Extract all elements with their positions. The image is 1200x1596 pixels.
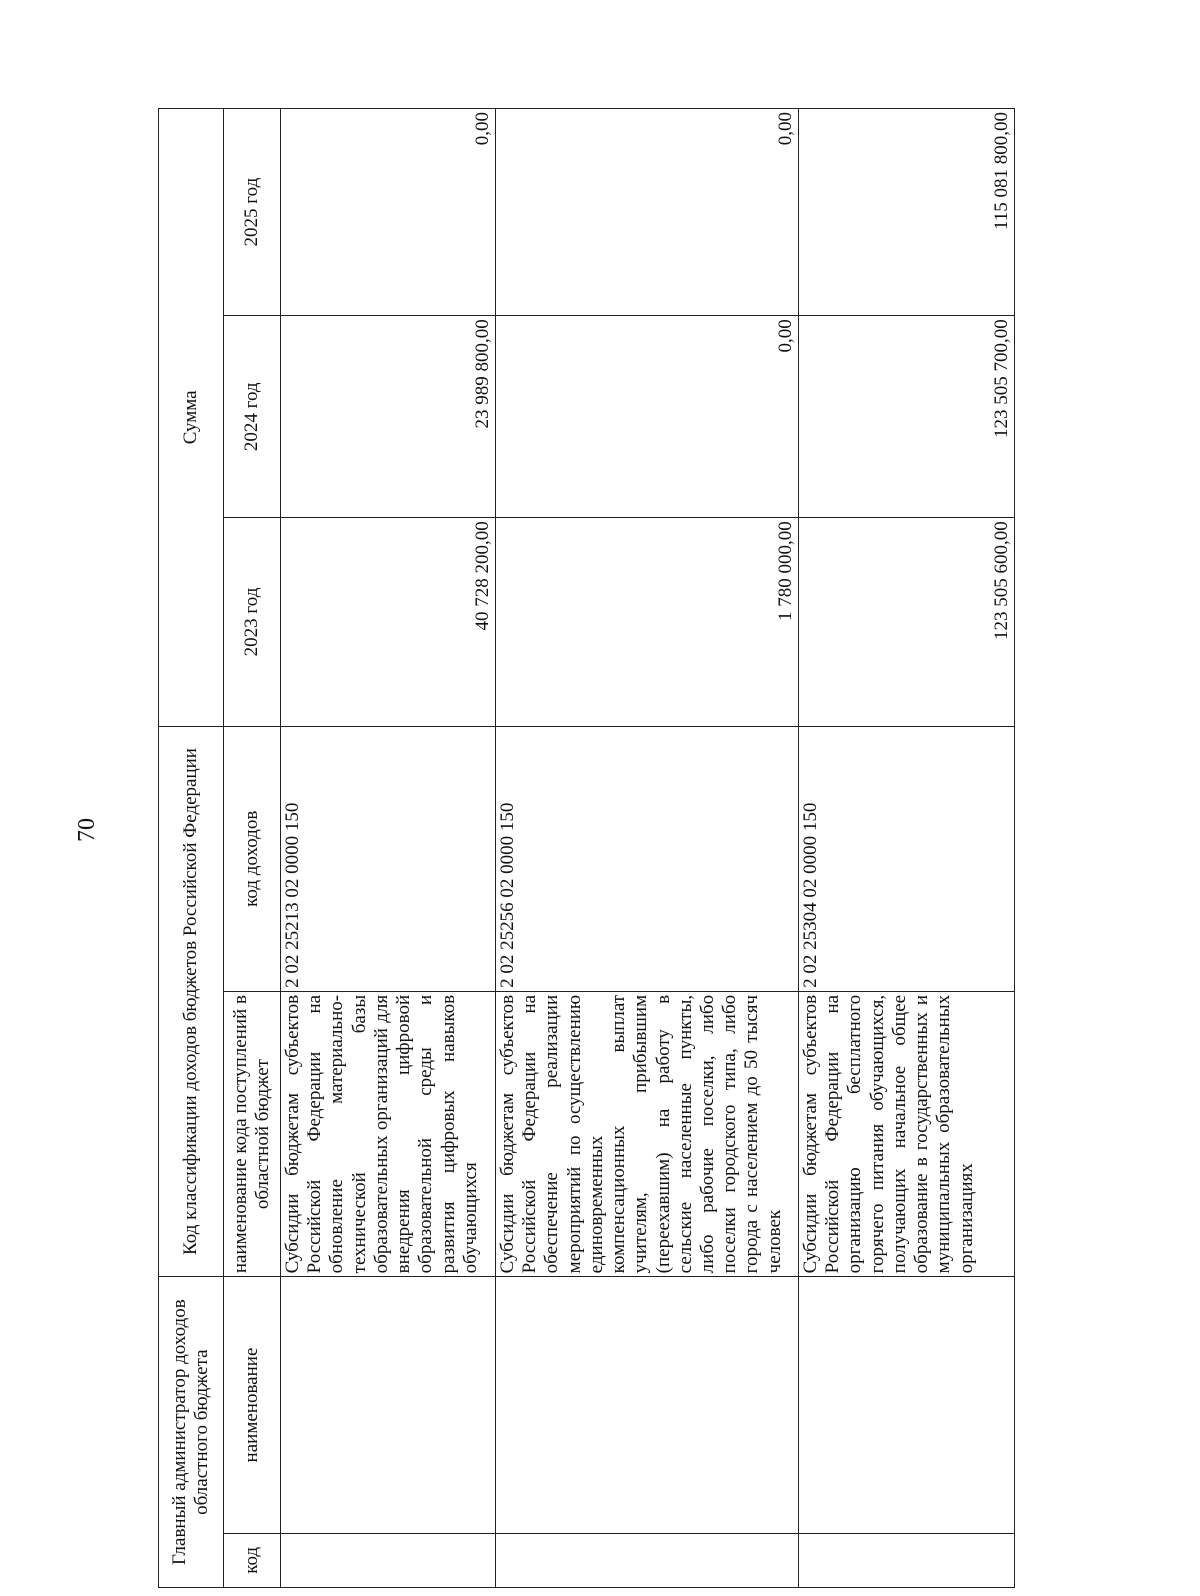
row-amount-2024: 23 989 800,00	[281, 316, 496, 518]
header-year-2024: 2024 год	[224, 316, 281, 518]
header-name: наименование	[224, 1277, 281, 1533]
header-year-2023: 2023 год	[224, 518, 281, 726]
row-amount-2023: 40 728 200,00	[281, 518, 496, 726]
row-income-name: Субсидии бюджетам субъектов Российской Федерации на обеспечение реализации мероприятий по осуществлению единовременных компенсационных выплат учителям, прибывшим (переехавшим) на работу в сельские населенные пункты, либо рабочие поселки, либо поселки городского типа, либо города с населением до 50 тысяч человек	[496, 991, 799, 1276]
row-code	[496, 1533, 799, 1587]
row-income-code: 2 02 25213 02 0000 150	[281, 726, 496, 991]
row-admin-name	[281, 1277, 496, 1533]
table-row	[496, 109, 799, 1588]
row-admin-name	[496, 1277, 799, 1533]
header-main-admin: Главный администратор доходов областного бюджета	[159, 1277, 224, 1588]
row-income-name: Субсидии бюджетам субъектов Российской Федерации на организацию бесплатного горячего питания обучающихся, получающих начальное общее образование в государственных и муниципальных образовательных организациях	[799, 991, 1015, 1276]
row-code	[281, 1533, 496, 1587]
row-admin-name	[799, 1277, 1015, 1533]
row-income-name: Субсидии бюджетам субъектов Российской Федерации на обновление материально-технической базы образовательных организаций для внедрения цифровой образовательной среды и развития цифровых навыков обучающихся	[281, 991, 496, 1276]
header-classification: Код классификации доходов бюджетов Российской Федерации	[159, 726, 224, 1277]
table-row	[799, 109, 1015, 1588]
row-amount-2024: 123 505 700,00	[799, 316, 1015, 518]
header-income-name: наименование кода поступлений в областной бюджет	[224, 991, 281, 1276]
revenue-table-rotated	[158, 108, 1012, 1588]
row-amount-2025: 0,00	[281, 109, 496, 316]
table-row	[281, 109, 496, 1588]
row-amount-2025: 115 081 800,00	[799, 109, 1015, 316]
row-amount-2023: 123 505 600,00	[799, 518, 1015, 726]
header-code: код	[224, 1533, 281, 1587]
header-sum: Сумма	[159, 109, 224, 727]
revenue-table	[158, 108, 1015, 1588]
row-income-code: 2 02 25304 02 0000 150	[799, 726, 1015, 991]
header-year-2025: 2025 год	[224, 109, 281, 316]
row-amount-2025: 0,00	[496, 109, 799, 316]
header-income-code: код доходов	[224, 726, 281, 991]
page-number: 70	[74, 818, 100, 842]
row-income-code: 2 02 25256 02 0000 150	[496, 726, 799, 991]
row-amount-2023: 1 780 000,00	[496, 518, 799, 726]
row-code	[799, 1533, 1015, 1587]
row-amount-2024: 0,00	[496, 316, 799, 518]
